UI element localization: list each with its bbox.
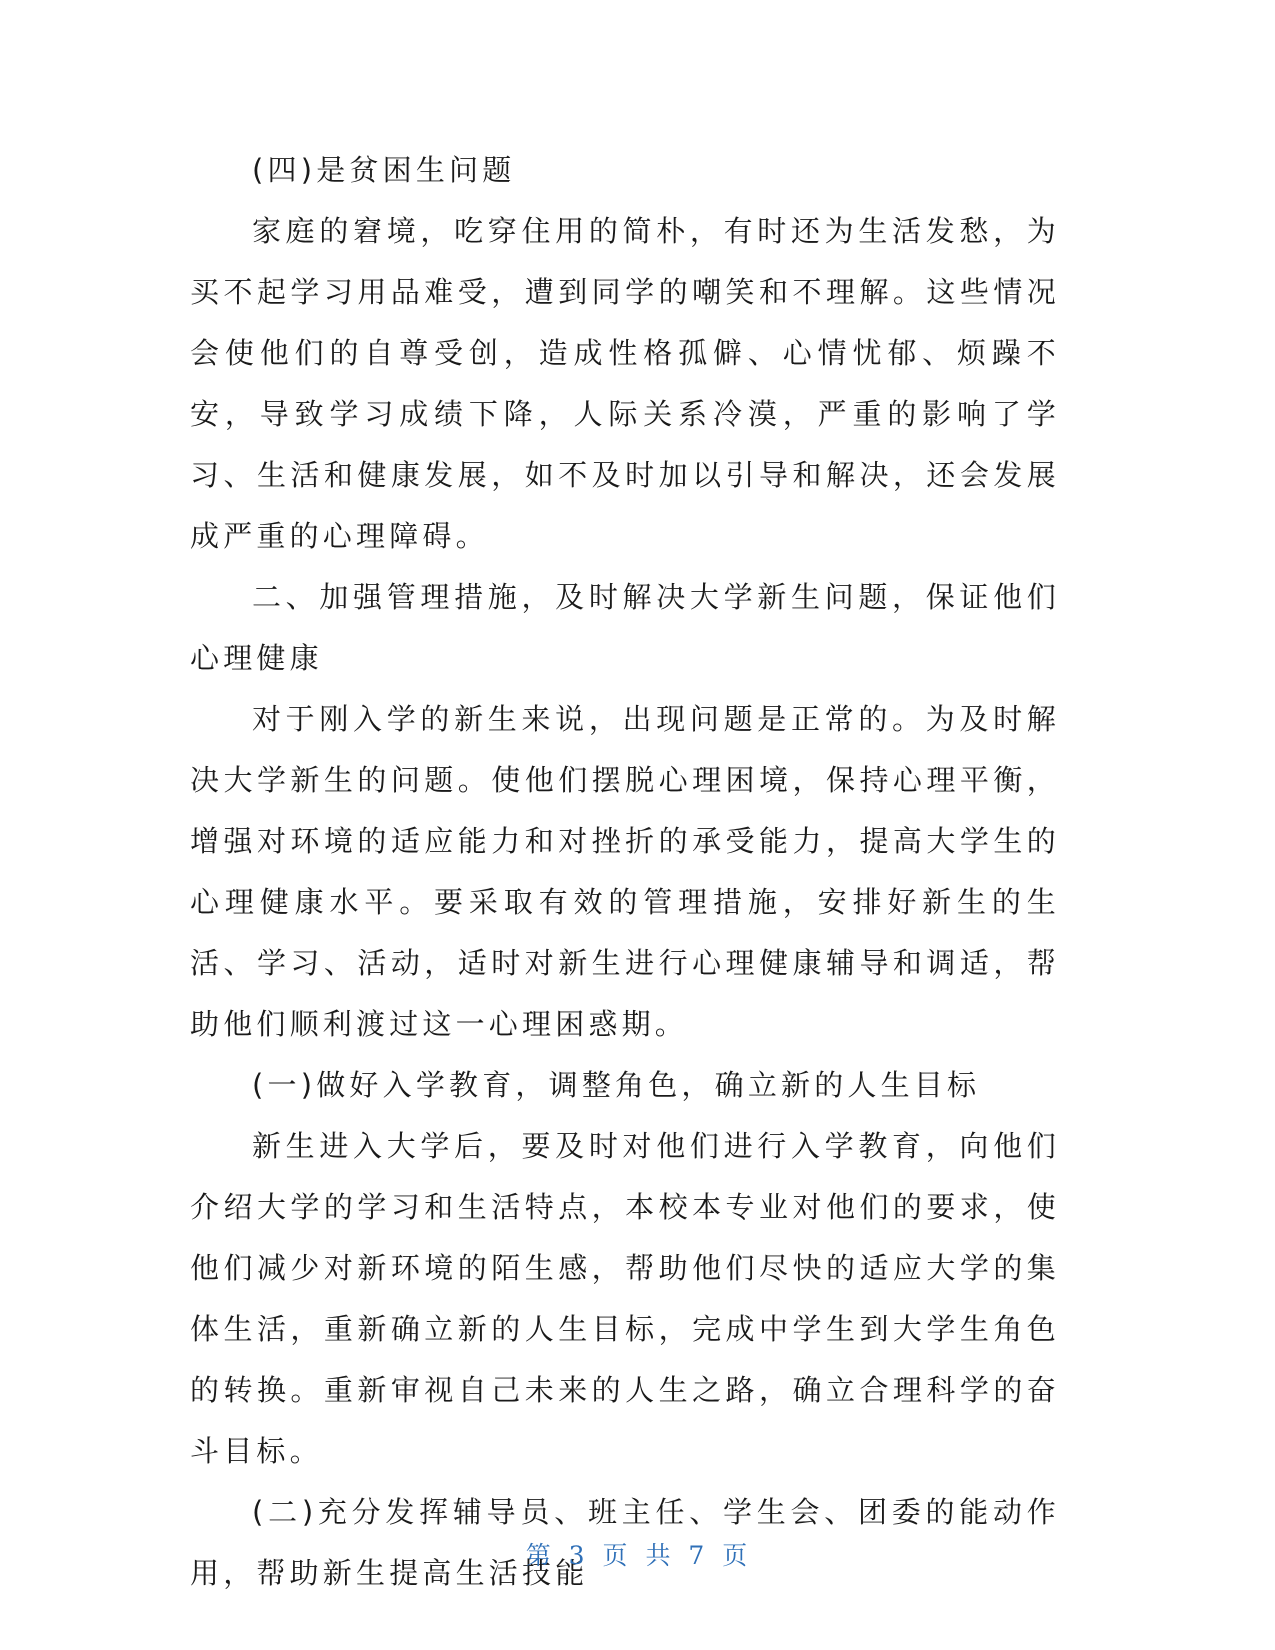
paragraph-section-two-body: 对于刚入学的新生来说，出现问题是正常的。为及时解决大学新生的问题。使他们摆脱心理困境，保持心理平衡，增强对环境的适应能力和对挫折的承受能力，提高大学生的心理健康水平。要采取有效的管理措施，安排好新生的生活、学习、活动，适时对新生进行心理健康辅导和调适，帮助他们顺利渡过这一心理困惑期。	[190, 702, 1060, 1041]
paragraph-subsection-one-heading: (一)做好入学教育，调整角色，确立新的人生目标	[252, 1068, 981, 1102]
paragraph-poverty-body: 家庭的窘境，吃穿住用的简朴，有时还为生活发愁，为买不起学习用品难受，遭到同学的嘲笑和不理解。这些情况会使他们的自尊受创，造成性格孤僻、心情忧郁、烦躁不安，导致学习成绩下降，人际关系冷漠，严重的影响了学习、生活和健康发展，如不及时加以引导和解决，还会发展成严重的心理障碍。	[190, 214, 1060, 553]
paragraph-subsection-two-heading: (二)充分发挥辅导员、班主任、学生会、团委的能动作用，帮助新生提高生活技能	[190, 1495, 1060, 1590]
paragraph-subsection-one-body: 新生进入大学后，要及时对他们进行入学教育，向他们介绍大学的学习和生活特点，本校本专业对他们的要求，使他们减少对新环境的陌生感，帮助他们尽快的适应大学的集体生活，重新确立新的人生目标，完成中学生到大学生角色的转换。重新审视自己未来的人生之路，确立合理科学的奋斗目标。	[190, 1129, 1060, 1468]
paragraph-section-two-heading: 二、加强管理措施，及时解决大学新生问题，保证他们心理健康	[190, 580, 1060, 675]
page-number-footer: 第 3 页 共 7 页	[525, 1541, 750, 1570]
paragraph-poverty-heading: (四)是贫困生问题	[252, 153, 516, 187]
document-body	[190, 140, 1060, 1604]
